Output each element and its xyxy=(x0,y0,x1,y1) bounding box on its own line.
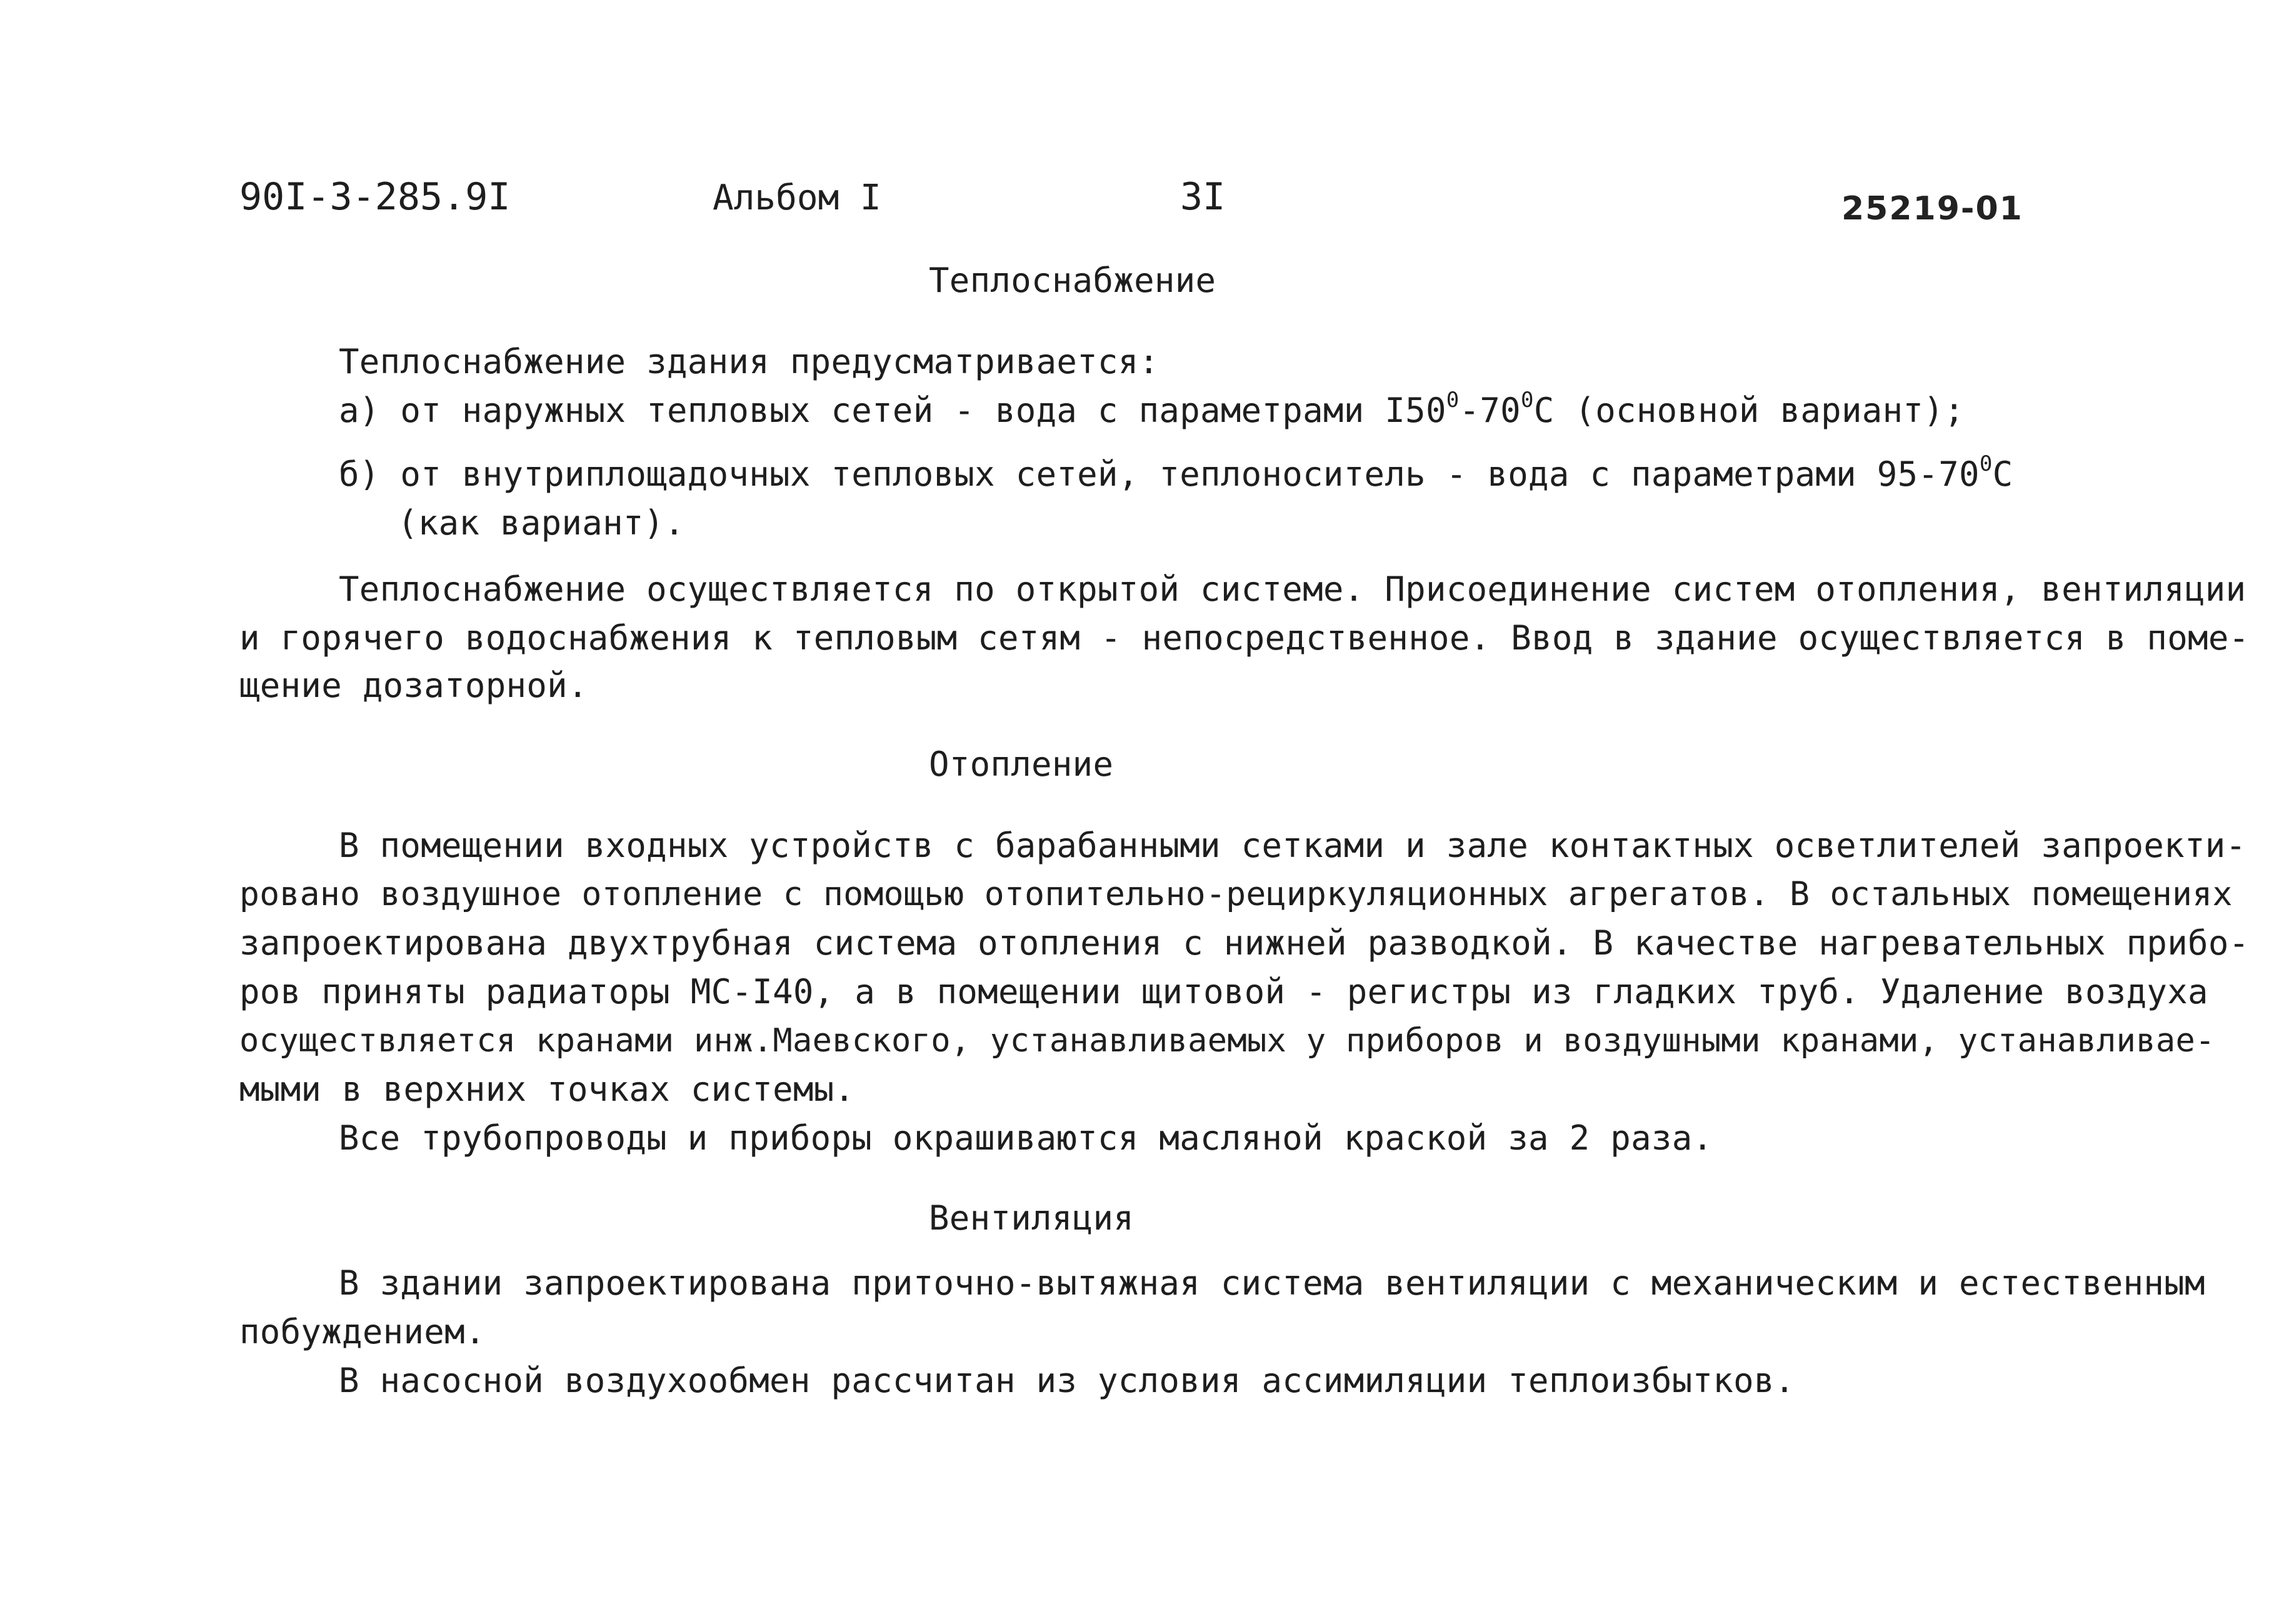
heating-paint-line: Все трубопроводы и приборы окрашиваются масляной краской за 2 раза. xyxy=(339,1118,1713,1158)
heating-para-line: В помещении входных устройств с барабанными сетками и зале контактных осветлителей запроекти- xyxy=(339,826,2246,865)
doc-code: 90I-3-285.9I xyxy=(239,175,511,219)
item-a-mid: -70 xyxy=(1459,391,1521,430)
heating-para-line: ров приняты радиаторы МС-I40, а в помещении щитовой - регистры из гладких труб. Удаление воздуха xyxy=(239,972,2208,1011)
page-number: 3I xyxy=(1180,175,1226,219)
heat-supply-para-line: и горячего водоснабжения к тепловым сетям - непосредственное. Ввод в здание осуществляется в поме- xyxy=(239,618,2250,658)
ventilation-title: Вентиляция xyxy=(929,1198,1134,1238)
heating-para-line: ровано воздушное отопление с помощью отопительно-рециркуляционных агрегатов. В остальных помещениях xyxy=(239,875,2233,913)
heating-title: Отопление xyxy=(929,744,1114,784)
item-b-text: б) от внутриплощадочных тепловых сетей, теплоноситель - вода с параметрами 95-70 xyxy=(339,454,1980,494)
degree-sign: 0 xyxy=(1446,388,1460,413)
heat-supply-para-line: Теплоснабжение осуществляется по открытой системе. Присоединение систем отопления, вентиляции xyxy=(339,569,2246,609)
heating-para-line: осуществляется кранами инж.Маевского, устанавливаемых у приборов и воздушными кранами, устанавливае- xyxy=(239,1022,2215,1060)
archive-stamp: 25219-01 xyxy=(1841,190,2023,228)
item-a-post: С (основной вариант); xyxy=(1533,391,1965,430)
album-label: Альбом I xyxy=(713,178,881,218)
degree-sign: 0 xyxy=(1979,451,1993,476)
ventilation-para-line: В здании запроектирована приточно-вытяжная система вентиляции с механическим и естественным xyxy=(339,1263,2205,1303)
heat-supply-item-b xyxy=(339,450,2013,499)
item-b-post: С xyxy=(1992,454,2013,494)
degree-sign: 0 xyxy=(1521,388,1534,413)
ventilation-pump-line: В насосной воздухообмен рассчитан из условия ассимиляции теплоизбытков. xyxy=(339,1361,1795,1400)
item-a-text: а) от наружных тепловых сетей - вода с параметрами I50 xyxy=(339,391,1446,430)
ventilation-para-line: побуждением. xyxy=(239,1312,486,1351)
heat-supply-item-b-cont: (как вариант). xyxy=(398,503,685,543)
heating-para-line: мыми в верхних точках системы. xyxy=(239,1070,855,1109)
heat-supply-item-a xyxy=(339,386,1965,435)
heat-supply-para-line: щение дозаторной. xyxy=(239,666,588,705)
heat-supply-title: Теплоснабжение xyxy=(929,261,1216,300)
heating-para-line: запроектирована двухтрубная система отопления с нижней разводкой. В качестве нагревательных прибо- xyxy=(239,923,2250,963)
heat-supply-intro: Теплоснабжение здания предусматривается: xyxy=(339,342,1160,381)
